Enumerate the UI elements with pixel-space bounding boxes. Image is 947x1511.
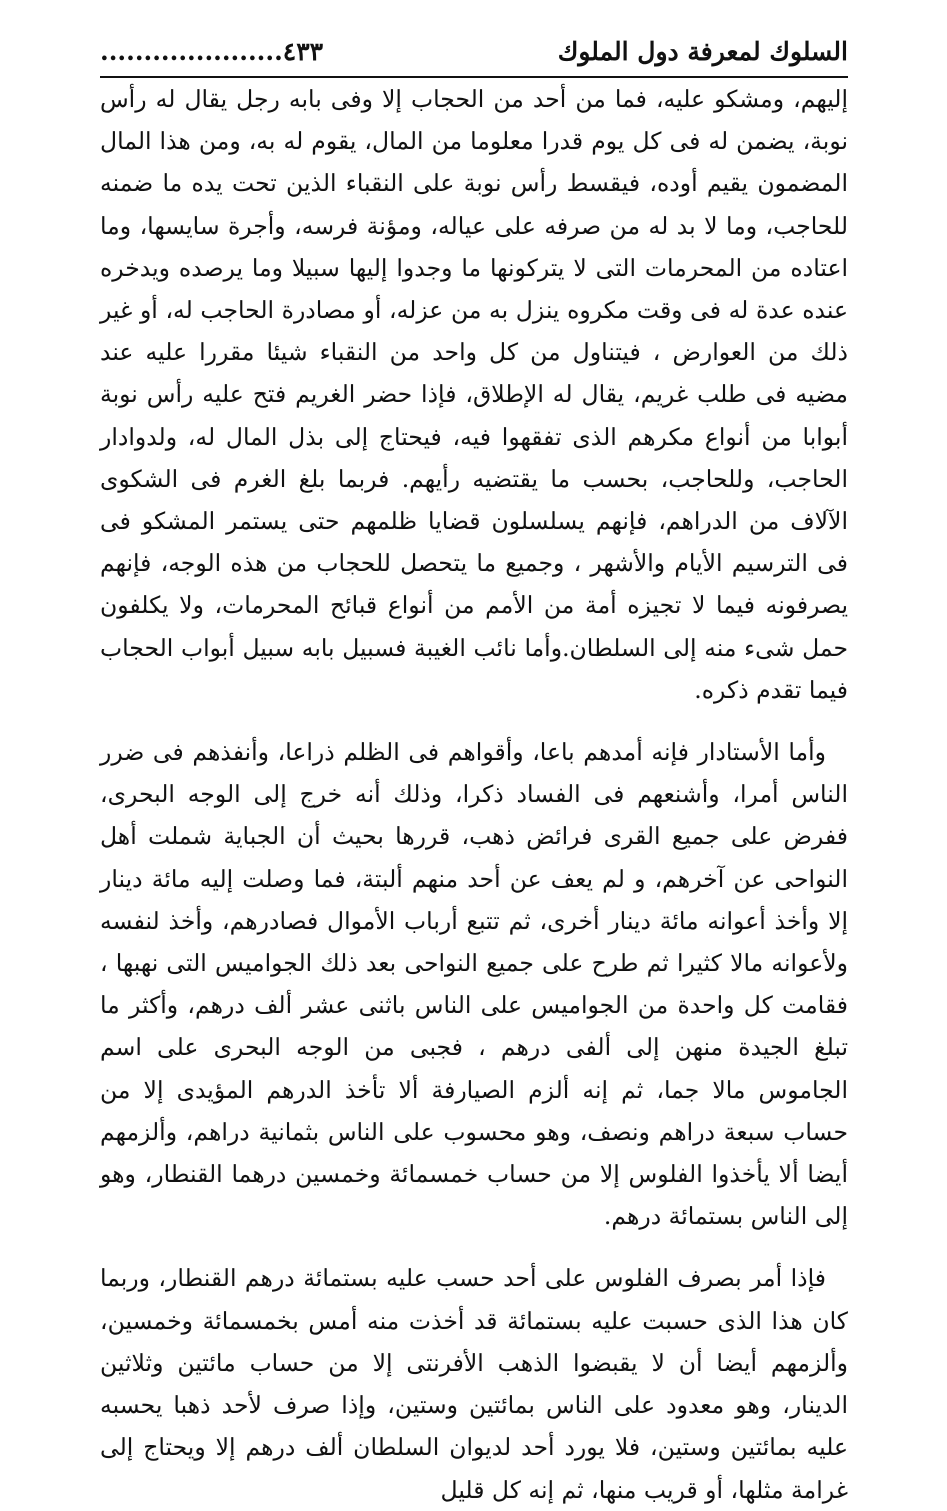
page-number: ٤٣٣..................... [100, 37, 324, 66]
book-title: السلوك لمعرفة دول الملوك [557, 37, 848, 66]
paragraph-3: فإذا أمر بصرف الفلوس على أحد حسب عليه بستمائة درهم القنطار، وربما كان هذا الذى حسبت عليه بستمائة قد أخذت منه أمس بخمسمائة وخمسين، وألزمهم أيضا أن لا يقبضوا الذهب الأفرنتى إلا من حساب مائتين وثلاثين الدينار، وهو معدود على الناس بمائتين وستين، وإذا صرف لأحد ذهبا يحسبه عليه بمائتين وستين، فلا يورد أحد لديوان السلطان ألف درهم إلا ويحتاج إلى غرامة مثلها، أو قريب منها، ثم إنه كل قليل [100, 1264, 848, 1504]
book-page [100, 30, 848, 1511]
paragraph-1: إليهم، ومشكو عليه، فما من أحد من الحجاب إلا وفى بابه رجل يقال له رأس نوبة، يضمن له فى كل يوم قدرا معلوما من المال، يقوم له به، ومن هذا المال المضمون يقيم أوده، فيقسط رأس نوبة على النقباء الذين تحت يده ما ضمنه للحاجب، وما لا بد له من صرفه على عياله، ومؤنة فرسه، وأجرة سايسها، وما اعتاده من المحرمات التى لا يتركونها ما وجدوا إليها سبيلا وما يرصده ويدخره عنده عدة له فى وقت مكروه ينزل به من عزله، أو مصادرة الحاجب له، أو غير ذلك من العوارض ، فيتناول من كل واحد من النقباء شيئا مقررا عليه عند مضيه فى طلب غريم، يقال له الإطلاق، فإذا حضر الغريم فتح عليه رأس نوبة أبوابا من أنواع مكرهم الذى تفقهوا فيه، فيحتاج إلى بذل المال له، ولدوادار الحاجب، وللحاجب، بحسب ما يقتضيه رأيهم. فربما بلغ الغرم فى الشكوى الآلاف من الدراهم، فإنهم يسلسلون قضايا ظلمهم حتى يستمر المشكو فى فى الترسيم الأيام والأشهر ، وجميع ما يتحصل للحجاب من هذه الوجه، فإنهم يصرفونه فيما لا تجيزه أمة من الأمم من أنواع قبائح المحرمات، ولا يكلفون حمل شىء منه إلى السلطان.وأما نائب الغيبة فسبيل بابه سبيل أبواب الحجاب فيما تقدم ذكره. [100, 85, 848, 704]
running-header [100, 30, 848, 78]
body-text [100, 78, 848, 1511]
paragraph-2: وأما الأستادار فإنه أمدهم باعا، وأقواهم فى الظلم ذراعا، وأنفذهم فى ضرر الناس أمرا، وأشنعهم فى الفساد ذكرا، وذلك أنه خرج إلى الوجه البحرى، ففرض على جميع القرى فرائض ذهب، قررها بحيث أن الجباية شملت أهل النواحى عن آخرهم، و لم يعف عن أحد منهم ألبتة، فما وصلت إليه مائة دينار إلا وأخذ أعوانه مائة دينار أخرى، ثم تتبع أرباب الأموال فصادرهم، وأخذ لنفسه ولأعوانه مالا كثيرا ثم طرح على جميع النواحى بعد ذلك الجواميس التى نهبها ، فقامت كل واحدة من الجواميس على الناس باثنى عشر ألف درهم، وأكثر ما تبلغ الجيدة منهن إلى ألفى درهم ، فجبى من الوجه البحرى على اسم الجاموس مالا جما، ثم إنه ألزم الصيارفة ألا تأخذ الدرهم المؤيدى إلا من حساب سبعة دراهم ونصف، وهو محسوب على الناس بثمانية دراهم، وألزمهم أيضا ألا يأخذوا الفلوس إلا من حساب خمسمائة وخمسين درهما القنطار، وهو إلى الناس بستمائة درهم. [100, 738, 848, 1231]
